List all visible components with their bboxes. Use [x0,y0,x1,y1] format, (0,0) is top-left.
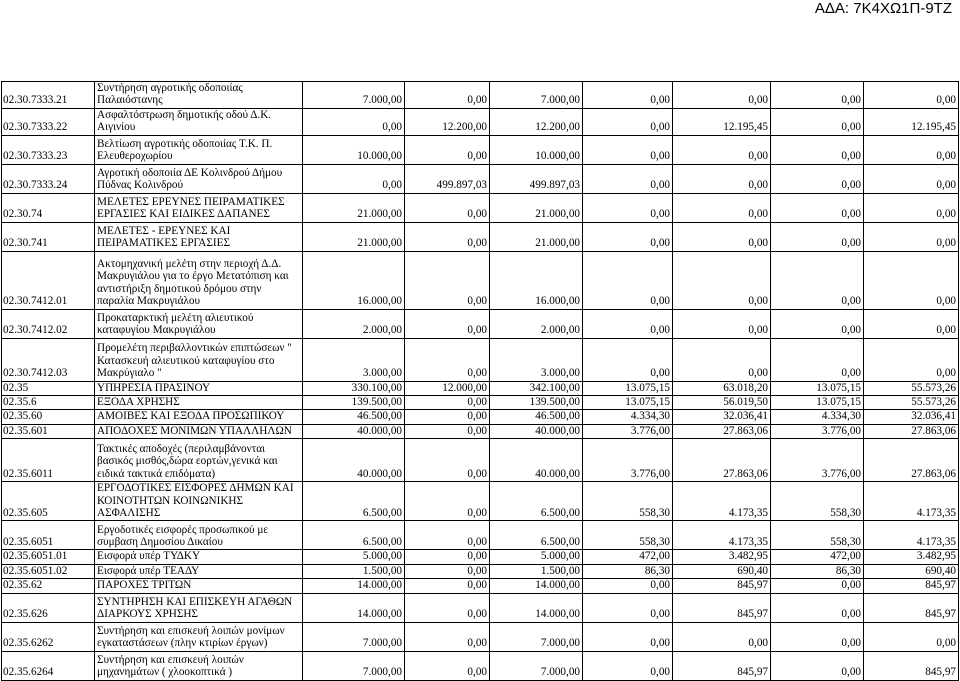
amount-cell: 3.776,00 [771,424,864,438]
amount-cell: 0,00 [771,651,864,680]
table-row [2,651,959,680]
amount-cell: 6.500,00 [490,482,583,521]
amount-cell: 7.000,00 [303,622,405,651]
account-description: ΜΕΛΕΤΕΣ - ΕΡΕΥΝΕΣ ΚΑΙ ΠΕΙΡΑΜΑΤΙΚΕΣ ΕΡΓΑΣΙΕΣ [95,222,303,251]
amount-cell: 0,00 [771,593,864,622]
amount-cell: 6.500,00 [490,521,583,550]
account-code: 02.35.60 [2,410,95,424]
amount-cell: 0,00 [583,135,673,164]
account-code: 02.35.6011 [2,439,95,482]
amount-cell: 0,00 [405,251,490,309]
amount-cell: 0,00 [771,135,864,164]
amount-cell: 0,00 [771,193,864,222]
amount-cell: 5.000,00 [303,550,405,564]
amount-cell: 845,97 [673,651,771,680]
amount-cell: 0,00 [583,593,673,622]
amount-cell: 4.173,35 [673,521,771,550]
amount-cell: 13.075,15 [583,396,673,410]
table-row [2,410,959,424]
amount-cell: 845,97 [864,593,959,622]
amount-cell: 3.776,00 [583,424,673,438]
amount-cell: 4.173,35 [864,482,959,521]
amount-cell: 0,00 [673,222,771,251]
amount-cell: 0,00 [583,108,673,135]
amount-cell: 0,00 [405,193,490,222]
table-row [2,424,959,438]
amount-cell: 558,30 [583,482,673,521]
account-description: Συντήρηση αγροτικής οδοποιίας Παλαιόστανης [95,82,303,109]
account-code: 02.35.601 [2,424,95,438]
account-code: 02.30.74 [2,193,95,222]
account-description: Ακτομηχανική μελέτη στην περιοχή Δ.Δ. Μακρυγιάλου για το έργο Μετατόπιση και αντιστήριξη δημοτικού δρόμου στην παραλία Μακρυγιάλου [95,251,303,309]
amount-cell: 0,00 [583,579,673,593]
amount-cell: 0,00 [583,82,673,109]
account-description: ΑΠΟΔΟΧΕΣ ΜΟΝΙΜΩΝ ΥΠΑΛΛΗΛΩΝ [95,424,303,438]
amount-cell: 10.000,00 [490,135,583,164]
amount-cell: 21.000,00 [490,222,583,251]
amount-cell: 499.897,03 [405,164,490,193]
amount-cell: 0,00 [771,251,864,309]
amount-cell: 46.500,00 [303,410,405,424]
table-row [2,164,959,193]
amount-cell: 0,00 [405,622,490,651]
amount-cell: 3.776,00 [771,439,864,482]
amount-cell: 0,00 [864,251,959,309]
amount-cell: 0,00 [864,309,959,338]
amount-cell: 3.482,95 [673,550,771,564]
amount-cell: 12.195,45 [864,108,959,135]
amount-cell: 5.000,00 [490,550,583,564]
amount-cell: 845,97 [673,579,771,593]
amount-cell: 1.500,00 [303,564,405,578]
amount-cell: 10.000,00 [303,135,405,164]
table-row [2,550,959,564]
amount-cell: 4.173,35 [673,482,771,521]
account-description: Συντήρηση και επισκευή λοιπών μηχανημάτων ( χλοοκοπτικά ) [95,651,303,680]
amount-cell: 845,97 [673,593,771,622]
amount-cell: 0,00 [405,521,490,550]
amount-cell: 558,30 [583,521,673,550]
amount-cell: 4.173,35 [864,521,959,550]
amount-cell: 55.573,26 [864,381,959,395]
amount-cell: 0,00 [405,309,490,338]
amount-cell: 14.000,00 [303,579,405,593]
amount-cell: 14.000,00 [490,593,583,622]
amount-cell: 0,00 [673,135,771,164]
account-code: 02.35.6051.02 [2,564,95,578]
amount-cell: 0,00 [303,164,405,193]
amount-cell: 0,00 [864,622,959,651]
table-row [2,564,959,578]
account-code: 02.30.7333.24 [2,164,95,193]
amount-cell: 0,00 [864,222,959,251]
account-description: Προκαταρκτική μελέτη αλιευτικού καταφυγίου Μακρυγιάλου [95,309,303,338]
amount-cell: 0,00 [771,222,864,251]
amount-cell: 0,00 [583,193,673,222]
table-row [2,309,959,338]
amount-cell: 86,30 [771,564,864,578]
amount-cell: 16.000,00 [303,251,405,309]
table-row [2,135,959,164]
account-description: Αγροτική οδοποιία ΔΕ Κολινδρού Δήμου Πύδνας Κολινδρού [95,164,303,193]
account-description: Προμελέτη περιβαλλοντικών επιπτώσεων " Κατασκευή αλιευτικού καταφυγίου στο Μακρύγιαλο " [95,338,303,381]
table-row [2,222,959,251]
amount-cell: 0,00 [405,482,490,521]
account-code: 02.30.7333.23 [2,135,95,164]
account-code: 02.35 [2,381,95,395]
amount-cell: 4.334,30 [583,410,673,424]
amount-cell: 139.500,00 [490,396,583,410]
amount-cell: 0,00 [673,338,771,381]
amount-cell: 56.019,50 [673,396,771,410]
account-description: Εργοδοτικές εισφορές προσωπικού με συμβαση Δημοσίου Δικαίου [95,521,303,550]
account-description: Ασφαλτόστρωση δημοτικής οδού Δ.Κ. Αιγινίου [95,108,303,135]
amount-cell: 3.000,00 [303,338,405,381]
ada-code: ΑΔΑ: 7Κ4ΧΩ1Π-9ΤΖ [814,0,952,17]
table-row [2,193,959,222]
amount-cell: 0,00 [583,651,673,680]
amount-cell: 16.000,00 [490,251,583,309]
amount-cell: 40.000,00 [490,424,583,438]
amount-cell: 0,00 [864,338,959,381]
account-code: 02.35.6262 [2,622,95,651]
account-code: 02.30.7333.22 [2,108,95,135]
table-row [2,396,959,410]
account-code: 02.30.7333.21 [2,82,95,109]
amount-cell: 0,00 [405,579,490,593]
amount-cell: 0,00 [673,164,771,193]
account-code: 02.35.62 [2,579,95,593]
amount-cell: 55.573,26 [864,396,959,410]
amount-cell: 0,00 [673,251,771,309]
table-row [2,251,959,309]
budget-table [1,81,959,681]
amount-cell: 40.000,00 [303,439,405,482]
account-code: 02.35.605 [2,482,95,521]
amount-cell: 0,00 [405,135,490,164]
table-row [2,108,959,135]
amount-cell: 27.863,06 [673,424,771,438]
amount-cell: 7.000,00 [490,82,583,109]
table-row [2,381,959,395]
table-row [2,622,959,651]
amount-cell: 12.195,45 [673,108,771,135]
account-description: Τακτικές αποδοχές (περιλαμβάνονται βασικός μισθός,δώρα εορτών,γενικά και ειδικά τακτικά επιδόματα) [95,439,303,482]
table-row [2,579,959,593]
account-description: ΜΕΛΕΤΕΣ ΕΡΕΥΝΕΣ ΠΕΙΡΑΜΑΤΙΚΕΣ ΕΡΓΑΣΙΕΣ ΚΑΙ ΕΙΔΙΚΕΣ ΔΑΠΑΝΕΣ [95,193,303,222]
budget-rows [2,82,959,681]
amount-cell: 0,00 [405,593,490,622]
amount-cell: 0,00 [405,564,490,578]
account-code: 02.35.6051.01 [2,550,95,564]
amount-cell: 0,00 [673,309,771,338]
amount-cell: 0,00 [864,164,959,193]
account-code: 02.30.7412.03 [2,338,95,381]
amount-cell: 0,00 [771,622,864,651]
amount-cell: 32.036,41 [864,410,959,424]
amount-cell: 6.500,00 [303,482,405,521]
amount-cell: 0,00 [583,164,673,193]
amount-cell: 0,00 [583,222,673,251]
amount-cell: 0,00 [771,82,864,109]
amount-cell: 558,30 [771,482,864,521]
amount-cell: 14.000,00 [490,579,583,593]
table-row [2,521,959,550]
amount-cell: 32.036,41 [673,410,771,424]
amount-cell: 0,00 [405,424,490,438]
amount-cell: 0,00 [583,309,673,338]
amount-cell: 342.100,00 [490,381,583,395]
account-description: Βελτίωση αγροτικής οδοποιίας Τ.Κ. Π. Ελευθεροχωρίου [95,135,303,164]
account-description: ΣΥΝΤΗΡΗΣΗ ΚΑΙ ΕΠΙΣΚΕΥΗ ΑΓΑΘΩΝ ΔΙΑΡΚΟΥΣ ΧΡΗΣΗΣ [95,593,303,622]
amount-cell: 0,00 [771,338,864,381]
account-code: 02.30.7412.02 [2,309,95,338]
amount-cell: 0,00 [405,439,490,482]
amount-cell: 7.000,00 [303,82,405,109]
amount-cell: 0,00 [405,82,490,109]
amount-cell: 7.000,00 [490,651,583,680]
amount-cell: 14.000,00 [303,593,405,622]
account-description: ΕΞΟΔΑ ΧΡΗΣΗΣ [95,396,303,410]
amount-cell: 7.000,00 [303,651,405,680]
amount-cell: 6.500,00 [303,521,405,550]
amount-cell: 499.897,03 [490,164,583,193]
amount-cell: 86,30 [583,564,673,578]
account-code: 02.35.6051 [2,521,95,550]
amount-cell: 13.075,15 [771,396,864,410]
account-code: 02.35.6264 [2,651,95,680]
table-row [2,482,959,521]
amount-cell: 12.200,00 [405,108,490,135]
account-description: ΕΡΓΟΔΟΤΙΚΕΣ ΕΙΣΦΟΡΕΣ ΔΗΜΩΝ ΚΑΙ ΚΟΙΝΟΤΗΤΩΝ ΚΟΙΝΩΝΙΚΗΣ ΑΣΦΑΛΙΣΗΣ [95,482,303,521]
table-row [2,82,959,109]
amount-cell: 558,30 [771,521,864,550]
amount-cell: 0,00 [303,108,405,135]
table-row [2,593,959,622]
amount-cell: 472,00 [583,550,673,564]
amount-cell: 845,97 [864,651,959,680]
amount-cell: 21.000,00 [490,193,583,222]
amount-cell: 1.500,00 [490,564,583,578]
amount-cell: 0,00 [673,193,771,222]
amount-cell: 0,00 [771,579,864,593]
amount-cell: 0,00 [405,651,490,680]
amount-cell: 330.100,00 [303,381,405,395]
account-description: Εισφορά υπέρ ΤΕΑΔΥ [95,564,303,578]
amount-cell: 13.075,15 [771,381,864,395]
amount-cell: 12.000,00 [405,381,490,395]
account-description: ΥΠΗΡΕΣΙΑ ΠΡΑΣΙΝΟΥ [95,381,303,395]
amount-cell: 0,00 [583,622,673,651]
amount-cell: 139.500,00 [303,396,405,410]
amount-cell: 690,40 [673,564,771,578]
account-code: 02.30.741 [2,222,95,251]
amount-cell: 0,00 [771,108,864,135]
amount-cell: 0,00 [583,251,673,309]
amount-cell: 63.018,20 [673,381,771,395]
amount-cell: 3.000,00 [490,338,583,381]
table-row [2,439,959,482]
amount-cell: 0,00 [405,550,490,564]
amount-cell: 40.000,00 [490,439,583,482]
amount-cell: 0,00 [405,338,490,381]
account-code: 02.30.7412.01 [2,251,95,309]
amount-cell: 46.500,00 [490,410,583,424]
amount-cell: 0,00 [771,164,864,193]
amount-cell: 2.000,00 [303,309,405,338]
amount-cell: 0,00 [405,396,490,410]
amount-cell: 40.000,00 [303,424,405,438]
amount-cell: 21.000,00 [303,222,405,251]
account-description: Συντήρηση και επισκευή λοιπών μονίμων εγκαταστάσεων (πλην κτιρίων έργων) [95,622,303,651]
amount-cell: 27.863,06 [864,439,959,482]
amount-cell: 3.776,00 [583,439,673,482]
amount-cell: 27.863,06 [864,424,959,438]
amount-cell: 0,00 [673,622,771,651]
amount-cell: 0,00 [864,135,959,164]
amount-cell: 0,00 [864,193,959,222]
amount-cell: 27.863,06 [673,439,771,482]
amount-cell: 3.482,95 [864,550,959,564]
amount-cell: 13.075,15 [583,381,673,395]
amount-cell: 12.200,00 [490,108,583,135]
account-code: 02.35.6 [2,396,95,410]
amount-cell: 2.000,00 [490,309,583,338]
account-description: ΑΜΟΙΒΕΣ ΚΑΙ ΕΞΟΔΑ ΠΡΟΣΩΠΙΚΟΥ [95,410,303,424]
amount-cell: 472,00 [771,550,864,564]
account-description: Εισφορά υπέρ ΤΥΔΚΥ [95,550,303,564]
amount-cell: 0,00 [864,82,959,109]
amount-cell: 0,00 [405,222,490,251]
account-description: ΠΑΡΟΧΕΣ ΤΡΙΤΩΝ [95,579,303,593]
amount-cell: 0,00 [673,82,771,109]
amount-cell: 4.334,30 [771,410,864,424]
account-code: 02.35.626 [2,593,95,622]
table-row [2,338,959,381]
amount-cell: 845,97 [864,579,959,593]
amount-cell: 7.000,00 [490,622,583,651]
amount-cell: 690,40 [864,564,959,578]
amount-cell: 21.000,00 [303,193,405,222]
amount-cell: 0,00 [405,410,490,424]
amount-cell: 0,00 [583,338,673,381]
amount-cell: 0,00 [771,309,864,338]
